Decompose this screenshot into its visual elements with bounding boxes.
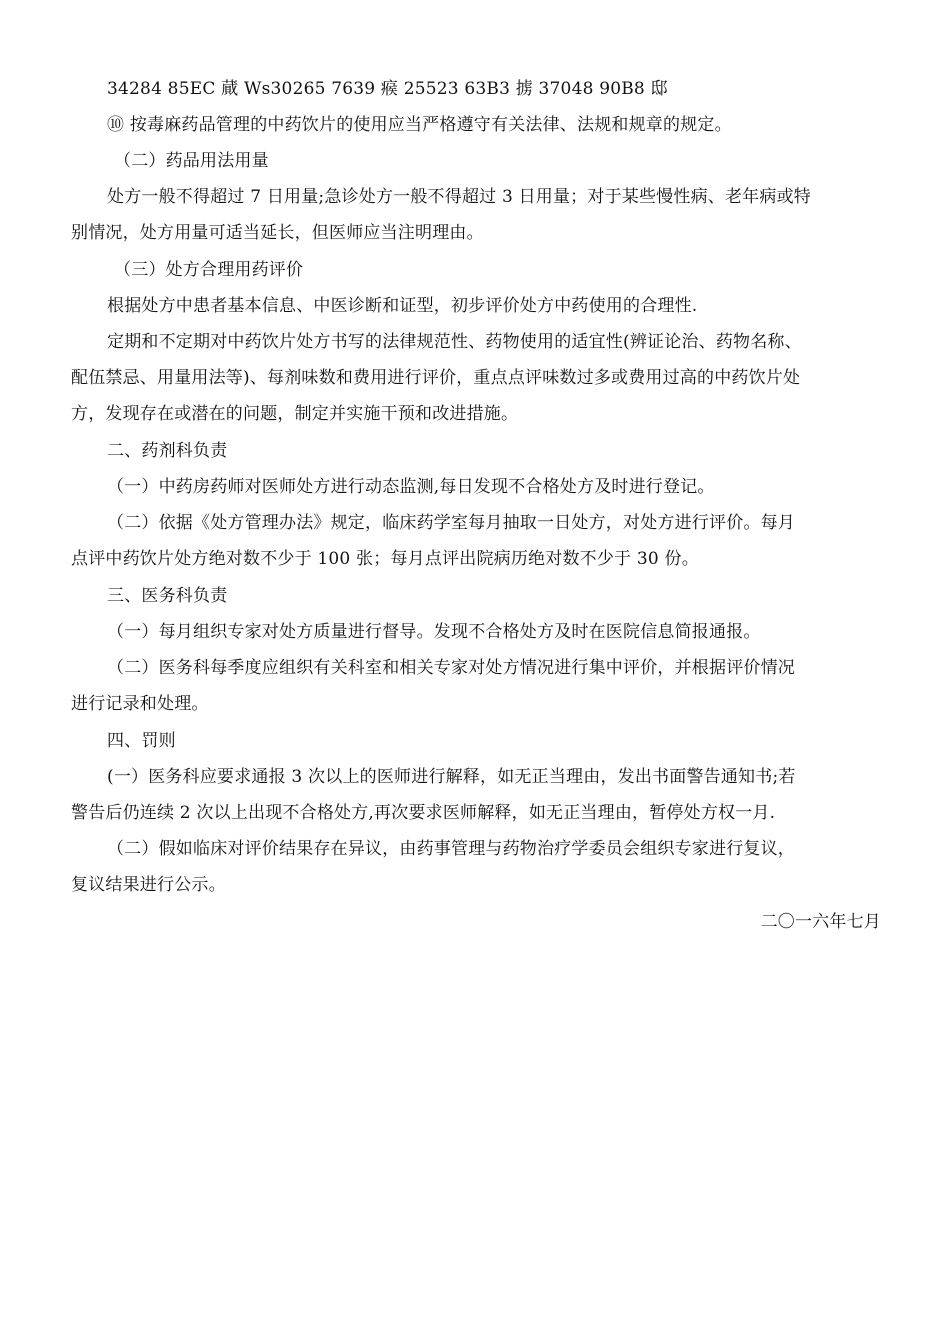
- rule-item-10: ⑩ 按毒麻药品管理的中药饮片的使用应当严格遵守有关法律、法规和规章的规定。: [107, 115, 732, 135]
- paragraph-penalties-1-line-2: 警告后仍连续 2 次以上出现不合格处方,再次要求医师解释，如无正当理由，暂停处方权一月.: [71, 803, 776, 823]
- paragraph-medical-affairs-2-line-2: 进行记录和处理。: [71, 694, 209, 714]
- section-heading-dosage: （二）药品用法用量: [114, 151, 269, 171]
- garbled-code-line: 34284 85EC 蕆 Ws30265 7639 瘊 25523 63B3 掳 37048 90B8 邸: [107, 79, 668, 99]
- paragraph-dosage-line-1: 处方一般不得超过 7 日用量;急诊处方一般不得超过 3 日用量；对于某些慢性病、老年病或特: [107, 187, 811, 207]
- paragraph-penalties-2-line-2: 复议结果进行公示。: [71, 875, 226, 895]
- paragraph-evaluation-1: 根据处方中患者基本信息、中医诊断和证型，初步评价处方中药使用的合理性.: [107, 296, 698, 316]
- section-heading-penalties: 四、罚则: [107, 731, 176, 751]
- paragraph-evaluation-2-line-1: 定期和不定期对中药饮片处方书写的法律规范性、药物使用的适宜性(辨证论治、药物名称、: [107, 332, 802, 352]
- paragraph-pharmacy-1: （一）中药房药师对医师处方进行动态监测,每日发现不合格处方及时进行登记。: [107, 477, 715, 497]
- paragraph-medical-affairs-1: （一）每月组织专家对处方质量进行督导。发现不合格处方及时在医院信息简报通报。: [107, 622, 761, 642]
- section-heading-evaluation: （三）处方合理用药评价: [114, 260, 304, 280]
- document-date: 二〇一六年七月: [760, 912, 881, 932]
- paragraph-dosage-line-2: 别情况，处方用量可适当延长，但医师应当注明理由。: [71, 223, 484, 243]
- paragraph-pharmacy-2-line-1: （二）依据《处方管理办法》规定，临床药学室每月抽取一日处方，对处方进行评价。每月: [107, 513, 795, 533]
- paragraph-medical-affairs-2-line-1: （二）医务科每季度应组织有关科室和相关专家对处方情况进行集中评价，并根据评价情况: [107, 658, 795, 678]
- paragraph-evaluation-2-line-2: 配伍禁忌、用量用法等)、每剂味数和费用进行评价，重点点评味数过多或费用过高的中药饮片处: [71, 368, 801, 388]
- paragraph-penalties-1-line-1: (一）医务科应要求通报 3 次以上的医师进行解释，如无正当理由，发出书面警告通知书;若: [107, 767, 796, 787]
- section-heading-medical-affairs: 三、医务科负责: [107, 586, 228, 606]
- paragraph-pharmacy-2-line-2: 点评中药饮片处方绝对数不少于 100 张；每月点评出院病历绝对数不少于 30 份。: [71, 549, 699, 569]
- section-heading-pharmacy: 二、药剂科负责: [107, 441, 228, 461]
- paragraph-penalties-2-line-1: （二）假如临床对评价结果存在异议，由药事管理与药物治疗学委员会组织专家进行复议，: [107, 839, 795, 859]
- paragraph-evaluation-2-line-3: 方，发现存在或潜在的问题，制定并实施干预和改进措施。: [71, 404, 519, 424]
